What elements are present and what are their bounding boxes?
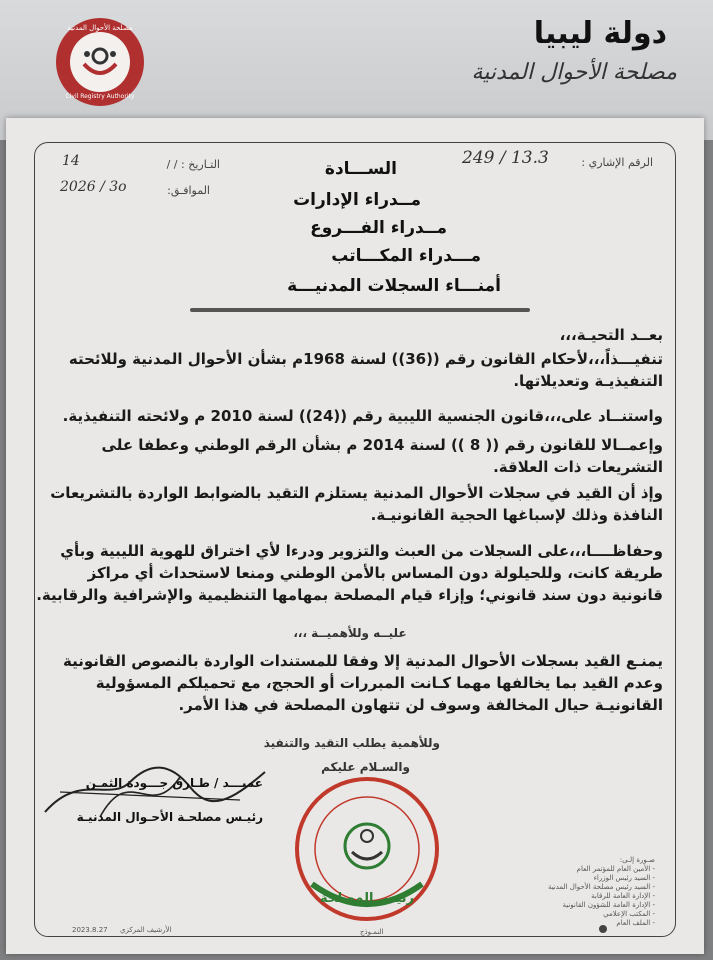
closing-line: والسـلام عليكم <box>321 760 410 774</box>
recipient-line-3: مـــدراء المكـــاتب <box>331 246 481 266</box>
corresponding-value: 2026 / 3o <box>60 179 127 195</box>
cc-heading: صـورة إلـى: <box>619 856 655 864</box>
recipient-line-4: أمنـــاء السجلات المدنيـــة <box>287 276 501 296</box>
official-stamp-icon <box>292 774 442 924</box>
footer-circle-icon <box>598 924 608 934</box>
cc-item: - الأمين العام للمؤتمر العام <box>576 865 655 873</box>
footer-seq-label: النمـوذج <box>360 928 384 936</box>
civil-registry-logo-icon <box>54 16 146 108</box>
body-paragraph-1: تنفيـــذاً،،،لأحكام القانون رقم ((36)) لسنة 1968م بشأن الأحوال المدنية وللائحته التنفيذيـة وتعديلاتها. <box>68 350 663 390</box>
corresponding-label: الموافـق: <box>167 184 210 197</box>
transition-line: عليــه وللأهميــة ،،، <box>293 626 407 640</box>
cc-item: - الإدارة العامة للشؤون القانونية <box>562 901 655 909</box>
recipient-underline <box>190 308 530 312</box>
body-paragraph-3: وإعمــالا للقانون رقم (( 8 )) لسنة 2014 م بشأن الرقم الوطني وعطفا على التشريعات ذات العلاقة. <box>101 436 663 476</box>
body-paragraph-2: واستنــاد على،،،قانون الجنسية الليبية رقم ((24)) لسنة 2010 م ولائحته التنفيذية. <box>62 407 663 425</box>
date-value: 14 <box>62 153 80 169</box>
footer-print-date: 2023.8.27 <box>72 926 108 934</box>
footer-archive-label: الأرشيف المركزي <box>120 926 172 934</box>
cc-block <box>535 856 655 928</box>
state-name: دولة ليبيا <box>533 16 667 51</box>
importance-note: وللأهمية يطلب التقيد والتنفيذ <box>263 736 440 750</box>
signatory-title: رئيـس مصلحـة الأحـوال المدنيـة <box>76 810 263 824</box>
seal-ring-label: مصلحة الأحوال المدنية <box>67 24 133 32</box>
stamp-label: رئيس المصلحة <box>320 891 414 906</box>
reference-value: 249 / 13.3 <box>462 148 549 168</box>
seal-english-label: Civil Registry Authority <box>65 93 135 100</box>
reference-label: الرقم الإشاري : <box>581 156 653 169</box>
authority-name: مصلحة الأحوال المدنية <box>471 60 677 85</box>
recipient-line-2: مــدراء الفـــروع <box>310 218 447 238</box>
body-paragraph-4: وإذ أن القيد في سجلات الأحوال المدنية يستلزم التقيد بالضوابط الواردة بالتشريعات النافذة وذلك لإسباغها الحجية القانونيـة. <box>50 484 663 524</box>
signatory-name: عميـــد / طـارق جـــودة الثمـن <box>85 776 263 790</box>
recipient-line-1: مــدراء الإدارات <box>293 190 421 210</box>
date-label: التـاريخ : / / <box>166 158 220 171</box>
cc-item: - المكتب الإعلامي <box>603 910 655 918</box>
body-paragraph-5: وحفاظــــا،،،على السجلات من العبث والتزوير ودرءا لأي اختراق للهوية الليبية وبأي طريقة كانت، وللحيلولة دون المساس بالأمن الوطني ومنعا لاستحداث أي مراكز قانونية دون سند قانوني؛ وإزاء قيام المصلحة بمهامها التنظيمية والإشرافية والرقابية. <box>36 542 663 604</box>
cc-item: - السيد رئيس الوزراء <box>593 874 655 882</box>
cc-item: - الإدارة العامة للرقابة <box>591 892 655 900</box>
directive-paragraph: يمنـع القيد بسجلات الأحوال المدنية إلا وفقا للمستندات الواردة بالنصوص القانونية وعدم القيد بما يخالفها مهما كـانت المبررات أو الحجج، مع تحميلكم المسؤولية القانونيـة حيال المخالفة وسوف لن تتهاون المصلحة في هذا الأمر. <box>62 652 663 714</box>
greeting: بعــد التحيـة،،، <box>559 326 663 344</box>
cc-item: - السيد رئيس مصلحة الأحوال المدنية <box>547 883 655 891</box>
cc-item: - الملف العام <box>616 919 655 927</box>
salutation: الســـادة <box>324 159 397 179</box>
